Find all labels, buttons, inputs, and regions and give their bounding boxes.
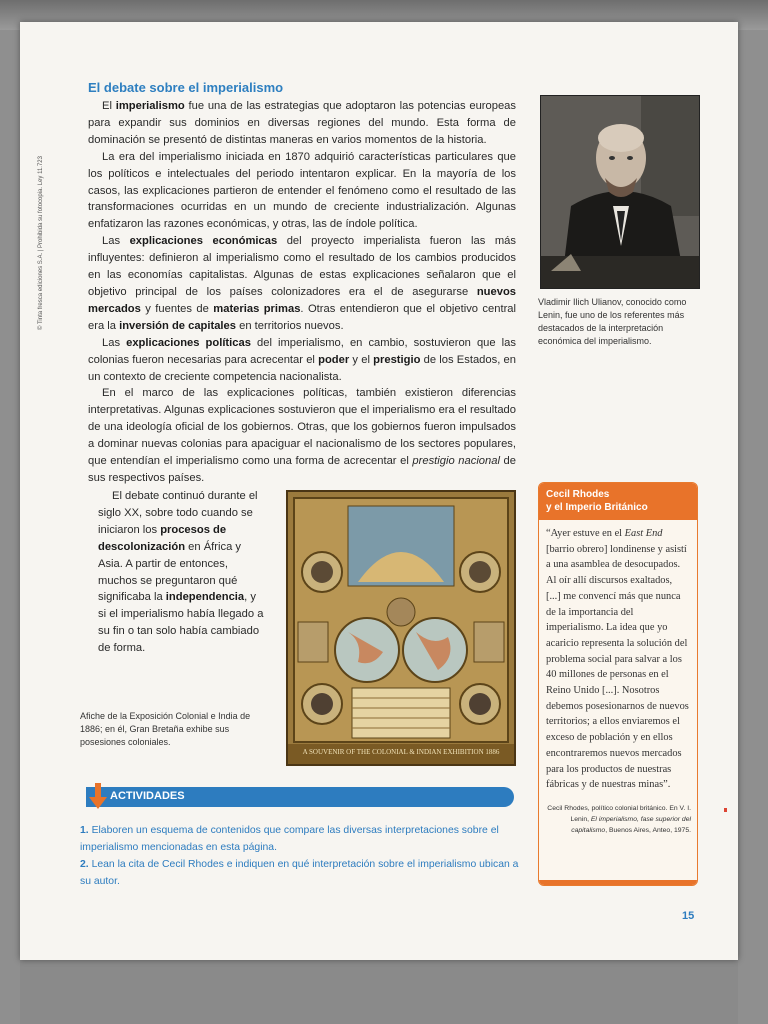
pencil-arrow-icon <box>88 783 108 814</box>
activity-item: 1. Elaboren un esquema de contenidos que compare las diversas interpretaciones sobre el imperialismo mencionadas en esta página. <box>80 825 499 853</box>
scan-bottom-area <box>20 960 738 1024</box>
activity-item: 2. Lean la cita de Cecil Rhodes e indiquen en qué interpretación sobre el imperialismo ubican a su autor. <box>80 858 519 887</box>
page-number: 15 <box>682 910 695 922</box>
section-title: El debate sobre el imperialismo <box>88 80 284 95</box>
paragraph-5: En el marco de las explicaciones políticas, también existieron diferencias interpretativas. Algunas explicaciones sostuvieron que el imperialismo era el resultado de una ideología oficial de los gobiernos. Otras, que los gobiernos fueron impulsados a dominar nuevas colonias para apaciguar el nacionalismo de los sectores populares, que entendían el imperialismo como una forma de acrecentar el prestigio nacional de sus respectivos países. <box>88 387 516 484</box>
rhodes-quote: “Ayer estuve en el East End [barrio obrero] londinense y asistí a una asamblea de desocupados. Al oír allí discursos exaltados, [...] me convencí más que nunca de la importancia del imperialismo. La idea que yo acaricio representa la solución del problema social para salvar a los 40 millones de personas en el Reino Unido [...]. Nosotros debemos posesionarnos de nuevos territorios; a ellos enviaremos el exceso de población y en ellos encontraremos nuevos mercados para los productos de nuestras fábricas y de nuestras minas”. <box>546 528 689 791</box>
quote-source: Cecil Rhodes, político colonial británico. En V. I. Lenin, El imperialismo, fase superior del capitalismo, Buenos Aires, Anteo, 1975. <box>547 804 691 834</box>
margin-mark <box>724 808 727 812</box>
poster-caption: Afiche de la Exposición Colonial e India de 1886; en él, Gran Bretaña exhibe sus posesiones coloniales. <box>80 711 251 747</box>
main-text-column <box>88 98 516 487</box>
activities-list <box>80 823 520 891</box>
portrait-illustration <box>541 96 699 288</box>
paragraph-4: Las explicaciones políticas del imperialismo, en cambio, sostuvieron que las colonias fueron necesarias para acrecentar el poder y el prestigio de los Estados, en un contexto de creciente competencia nacionalista. <box>88 336 516 383</box>
paragraph-1: El imperialismo fue una de las estrategias que adoptaron las potencias europeas para expandir sus dominios en diversas regiones del mundo. Esta forma de dominación se presentó de distintas maneras en varios momentos de la historia. <box>88 100 516 146</box>
lenin-caption: Vladimir Ilich Ulianov, conocido como Lenin, fue uno de los referentes más destacados de la interpretación económica del imperialismo. <box>538 297 687 346</box>
paragraph-3: Las explicaciones económicas del proyecto imperialista fueron las más influyentes: definieron al imperialismo como el resultado de los cambios producidos en las economías capitalistas. Algunas de estas explicaciones señalaron que el objetivo principal de los países colonizadores era el de asegurarse nuevos mercados y fuentes de materias primas. Otras entendieron que el objetivo central era la inversión de capitales en territorios nuevos. <box>88 235 517 332</box>
copyright-note: © Tinta fresca ediciones S.A. | Prohibida su fotocopia. Ley 11.723 <box>38 156 44 330</box>
activities-title: ACTIVIDADES <box>110 790 185 802</box>
paragraph-6: El debate continuó durante el siglo XX, sobre todo cuando se iniciaron los procesos de descolonización en África y Asia. A partir de entonces, muchos se preguntaron qué significaba la independencia, y si el imperialismo había llegado a su fin o tan solo había cambiado de forma. <box>98 490 264 655</box>
poster-banner-text: A SOUVENIR OF THE COLONIAL & INDIAN EXHIBITION 1886 <box>302 748 500 756</box>
cecil-rhodes-box <box>538 482 698 886</box>
activities-header <box>86 787 514 807</box>
narrow-text-column <box>98 488 264 657</box>
side-box-bottom-bar <box>539 880 697 885</box>
side-box-title: Cecil Rhodes y el Imperio Británico <box>539 483 697 520</box>
lenin-portrait <box>540 95 700 289</box>
paragraph-2: La era del imperialismo iniciada en 1870 adquirió características particulares que los políticos e intelectuales del periodo intentaron explicar. En la mayoría de los casos, las explicaciones partieron de entender el fenómeno como el resultado de las transformaciones ocurridas en un mundo de creciente industrialización. Algunas enfatizaron las razones económicas, y otras, las de índole política. <box>88 150 516 231</box>
poster-illustration <box>288 492 514 764</box>
exhibition-poster <box>286 490 516 766</box>
